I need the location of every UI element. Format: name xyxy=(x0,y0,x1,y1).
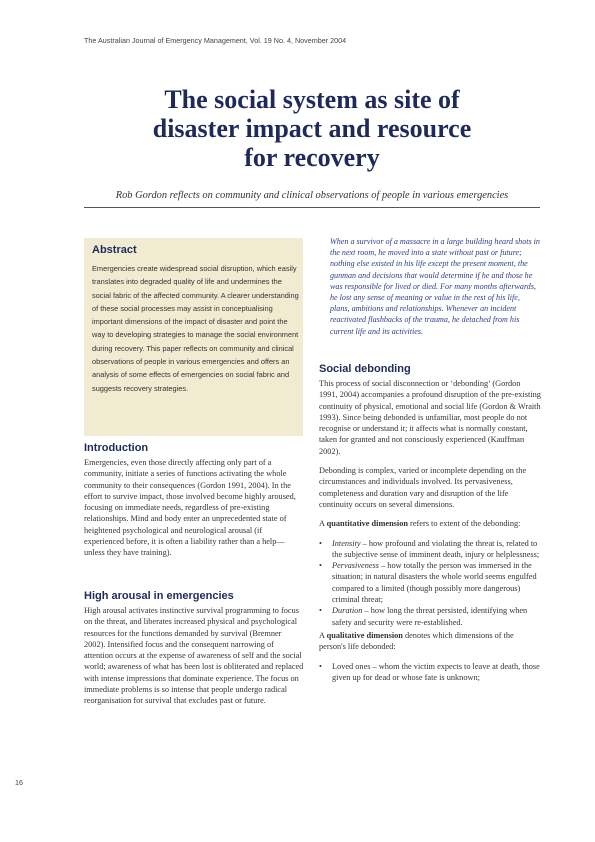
bullet-icon: • xyxy=(319,561,322,571)
social-debonding-section xyxy=(319,363,541,683)
introduction-text: Emergencies, even those directly affecting only part of a community, initiate a series of functions activating the whole community to their consequences (Gordon 1991, 2004). In the effort to survive impact, those involved become highly aroused, focusing on immediate needs, regardless of pre-existing relationships. Mind and body enter an unprecedented state of heightened psychological and neurological arousal (if experienced before, it is often a liability rather than a help—unless they have training). xyxy=(84,458,296,558)
abstract-text: Emergencies create widespread social disruption, which easily translates into degraded quality of life and undermines the social fabric of the affected community. A clearer understanding of these social processes may assist in conceptualising important dimensions of the impact of disaster and point the way to developing strategies to manage the social environment during recovery. This paper reflects on community and clinical observations of people in various emergencies and offers an analysis of some effects of emergencies on social fabric and suggests recovery strategies. xyxy=(92,264,299,393)
list-item: • Intensity – how profound and violating the threat is, related to the subjective sense of imminent death, injury or helplessness; xyxy=(319,538,540,559)
debonding-paragraph: This process of social disconnection or ‘debonding’ (Gordon 1991, 2004) accompanies a profound disruption of the pre-existing continuity of physical, emotional and social life (Gordon & Wraith 1993). Since being debonded is unfamiliar, most people do not recognise or understand it; it affects what is normally constant, taken for granted and not consciously experienced (Kauffman 2002). xyxy=(319,379,541,456)
qualitative-intro: A qualitative dimension denotes which dimensions of the person's life debonded: xyxy=(319,630,514,652)
title-line: The social system as site of xyxy=(164,85,460,114)
introduction-heading: Introduction xyxy=(84,442,149,454)
list-item: • Pervasiveness – how totally the person was immersed in the situation; in natural disasters the whole world seems engulfed compared to a limited (though possibly more dangerous) criminal threat; xyxy=(319,561,537,605)
high-arousal-text: High arousal activates instinctive survival programming to focus on the threat, and liberates increased physical and psychological resources for the functions demanded by survival (Bremner 2002). Intensified focus and the consequent narrowing of attention occurs at the expense of awareness of self and the social world; awareness of what has been lost is obliterated and replaced with intense impressions that dominate experience. The focus on immediate problems is so intense that people undergo radical reorganisation for survival that excludes past or future. xyxy=(84,606,304,706)
title-line: disaster impact and resource xyxy=(152,114,472,143)
pull-quote: When a survivor of a massacre in a large building heard shots in the next room, he moved into a state without past or future; nothing else existed in his life except the present moment, the gunman and decisions that would determine if he and those he was responsible for lived or died. For many months afterwards, he lost any sense of meaning or value in the rest of his life, plans, ambitions and relationships. Whenever an incident reactivated flashbacks of the trauma, he detached from his current life and its activities. xyxy=(330,237,540,336)
quantitative-intro: A quantitative dimension refers to extent of the debonding: xyxy=(319,519,521,529)
social-debonding-heading: Social debonding xyxy=(319,363,411,375)
quantitative-dimension-term: quantitative dimension xyxy=(326,519,408,529)
high-arousal-heading: High arousal in emergencies xyxy=(84,590,234,602)
title-line: for recovery xyxy=(244,143,380,172)
introduction-section xyxy=(84,442,304,559)
high-arousal-section xyxy=(84,590,304,707)
page-number: 16 xyxy=(15,778,23,787)
bullet-icon: • xyxy=(319,538,322,548)
article-title xyxy=(84,85,540,172)
qualitative-list xyxy=(319,661,541,684)
quantitative-list xyxy=(319,538,541,628)
bullet-icon: • xyxy=(319,661,322,671)
abstract-heading: Abstract xyxy=(92,244,137,256)
qualitative-dimension-term: qualitative dimension xyxy=(326,630,403,640)
bullet-icon: • xyxy=(319,606,322,616)
title-divider xyxy=(84,207,540,208)
standfirst: Rob Gordon reflects on community and clinical observations of people in various emergencies xyxy=(115,190,509,201)
debonding-paragraph: Debonding is complex, varied or incomplete depending on the circumstances and individuals involved. Its pervasiveness, completeness and duration vary and disruption of the life continuity occurs on several dimensions. xyxy=(319,466,527,509)
list-item: • Loved ones – whom the victim expects to leave at death, those given up for dead or whose fate is unknown; xyxy=(319,661,540,682)
running-head: The Australian Journal of Emergency Management, Vol. 19 No. 4, November 2004 xyxy=(84,36,347,45)
list-item: • Duration – how long the threat persisted, identifying when safety and security were re-established. xyxy=(319,606,528,627)
